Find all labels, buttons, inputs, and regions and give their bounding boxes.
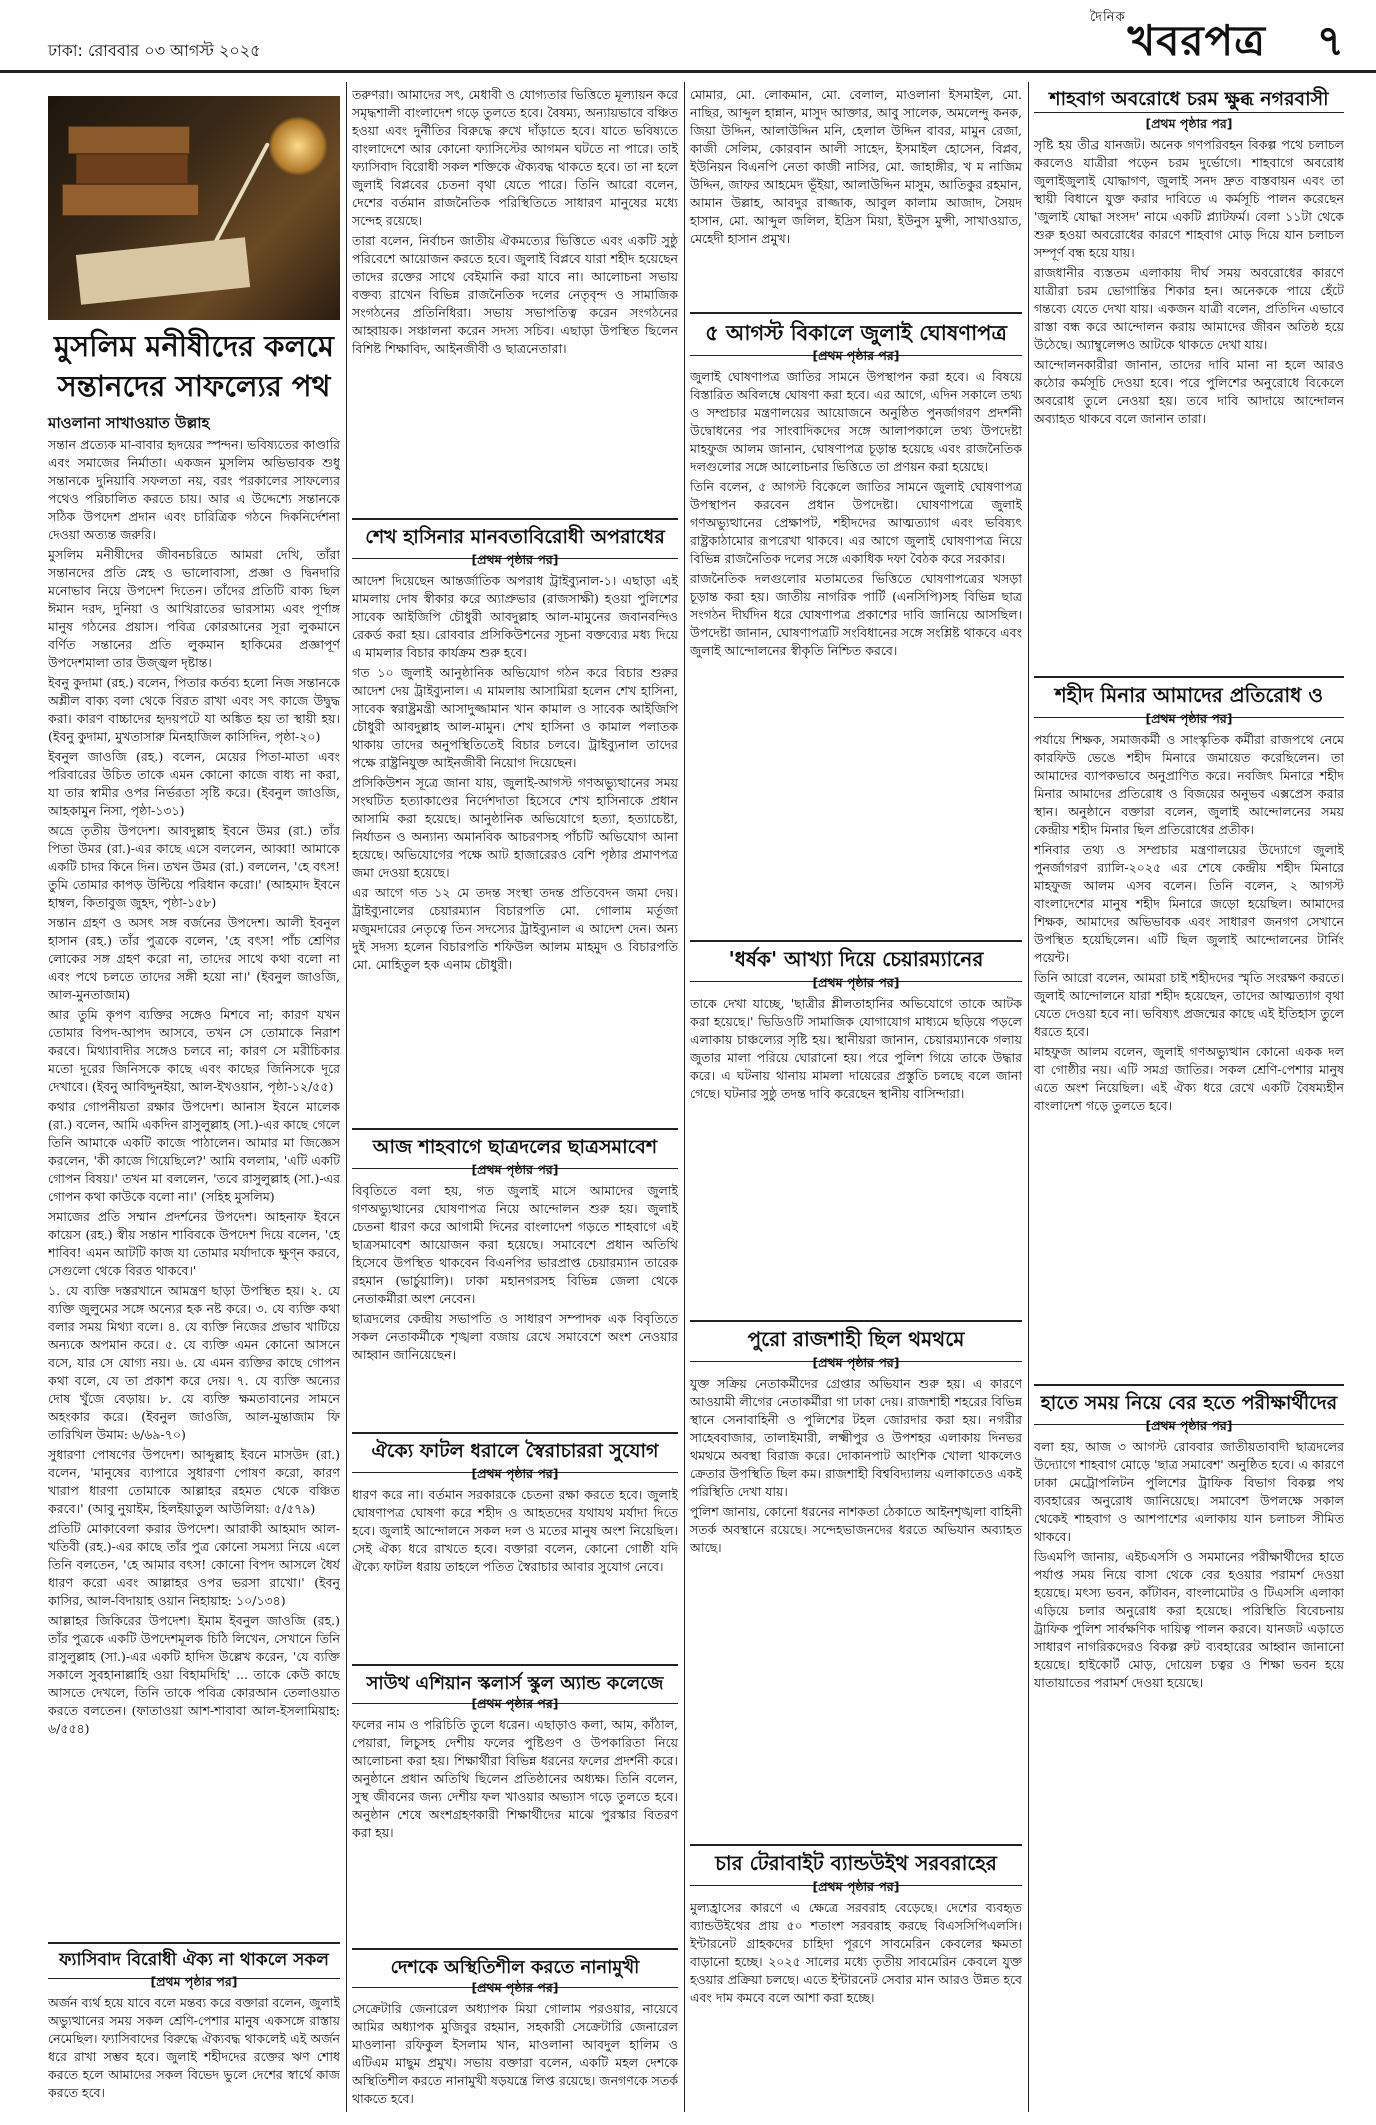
paragraph: অর্জন ব্যর্থ হয়ে যাবে বলে মন্তব্য করে বক্তারা বলেন, জুলাই অভ্যুত্থানের সময় সকল শ্রেণি-পেশার মানুষ একসঙ্গে রাস্তায় নেমেছিল। ফ্যাসিবাদের বিরুদ্ধে ঐক্যবদ্ধ থাকলেই এই অর্জন ধরে রাখা সম্ভব হবে। জুলাই শহীদদের রক্তের ঋণ শোধ করতে হলে আমাদের সকল বিভেদ ভুলে দেশের স্বার্থে কাজ করতে হবে। xyxy=(48,1995,340,2100)
continued-label: [প্রথম পৃষ্ঠার পর] xyxy=(812,1879,900,1894)
article-photo xyxy=(48,96,340,320)
article-body xyxy=(48,1994,340,2112)
paragraph: তারা বলেন, নির্বাচন জাতীয় ঐকমত্যের ভিত্তিতে এবং একটি সুষ্ঠু পরিবেশে আয়োজন করতে হবে। জুলাই বিপ্লবে যারা শহীদ হয়েছেন তাদের রক্তের সাথে বেইমানি করা যাবে না। আলোচনা সভায় বক্তব্য রাখেন বিভিন্ন রাজনৈতিক দলের নেতৃবৃন্দ ও সামাজিক সংগঠনের প্রতিনিধিরা। সভায় সভাপতিত্ব করেন সংগঠনের আহ্বায়ক। সঞ্চালনা করেন সদস্য সচিব। এছাড়া উপস্থিত ছিলেন বিশিষ্ট শিক্ষাবিদ, আইনজীবী ও ছাত্রনেতারা। xyxy=(352,233,678,356)
paragraph: সমাজের প্রতি সম্মান প্রদর্শনের উপদেশ। আহনাফ ইবনে কায়েস (রহ.) স্বীয় সন্তান শাবিবকে উপদেশ দিয়ে বলেন, 'হে শাবিব! এমন আটটি কাজ যা তোমার মর্যাদাকে ক্ষুণ্ন করবে, সেগুলো থেকে বিরত থাকবে।' xyxy=(48,1209,340,1278)
paragraph: আদেশ দিয়েছেন আন্তর্জাতিক অপরাধ ট্রাইব্যুনাল-১। এছাড়া এই মামলায় দোষ স্বীকার করে অ্যাপ্রুভার (রাজসাক্ষী) হওয়া পুলিশের সাবেক আইজিপি চৌধুরী আবদুল্লাহ আল-মামুনের জবানবন্দিও রেকর্ড করা হয়। রোববার প্রসিকিউশনের সূচনা বক্তব্যের মধ্য দিয়ে এ মামলার বিচার কার্যক্রম শুরু হবে। xyxy=(352,573,678,660)
article-body xyxy=(48,436,340,1936)
masthead xyxy=(0,0,1376,73)
paragraph: আর তুমি কৃপণ ব্যক্তির সঙ্গেও মিশবে না; কারণ যখন তোমার বিপদ-আপদ আসবে, তখন সে তোমাকে নিরাশ করবে। মিথ্যাবাদীর সঙ্গেও চলবে না; কারণ সে মরীচিকার মতো দূরের জিনিসকে কাছে এবং কাছের জিনিসকে দূরে দেখাবে। (ইবনু আবিদ্দুনইয়া, আল-ইখওয়ান, পৃষ্ঠা-১২/৫৫) xyxy=(48,1007,340,1094)
paragraph: ধারণ করে না। বর্তমান সরকারকে চেতনা রক্ষা করতে হবে। জুলাই ঘোষণাপত্র ঘোষণা করে শহীদ ও আহতদের যথাযথ মর্যাদা দিতে হবে। জুলাই আন্দোলনে সকল দল ও মতের মানুষ অংশ নিয়েছিল। সেই ঐক্য ধরে রাখতে হবে। বক্তারা বলেন, কোনো গোষ্ঠী যদি ঐক্যে ফাটল ধরায় তাহলে পতিত স্বৈরাচার আবার সুযোগ নেবে। xyxy=(352,1487,678,1574)
paragraph: তিনি আরো বলেন, আমরা চাই শহীদদের স্মৃতি সংরক্ষণ করতে। জুলাই আন্দোলনে যারা শহীদ হয়েছেন, তাদের আত্মত্যাগ বৃথা যেতে দেওয়া হবে না। ভবিষ্যৎ প্রজন্মের কাছে এই ইতিহাস তুলে ধরতে হবে। xyxy=(1034,970,1344,1039)
article-headline: ঐক্যে ফাটল ধরালে স্বৈরাচাররা সুযোগ xyxy=(352,1432,678,1473)
article-body xyxy=(1034,731,1344,1375)
paragraph: ডিএমপি জানায়, এইচএসসি ও সমমানের পরীক্ষার্থীদের হাতে পর্যাপ্ত সময় নিয়ে বাসা থেকে বের হওয়ার পরামর্শ দেওয়া হয়েছে। মৎস্য ভবন, কাঁটাবন, বাংলামোটর ও টিএসসি এলাকা এড়িয়ে চলার অনুরোধ করা হয়েছে। পরিস্থিতি বিবেচনায় ট্রাফিক পুলিশ সার্বক্ষণিক দায়িত্ব পালন করবে। যানজট এড়াতে সাধারণ নাগরিকদেরও বিকল্প রুট ব্যবহারের আহ্বান জানানো হয়েছে। হাইকোর্ট মোড়, দোয়েল চত্বর ও শিক্ষা ভবন হয়ে যাতায়াতের পরামর্শ দেওয়া হয়েছে। xyxy=(1034,1549,1344,1690)
paragraph: আল্লাহর জিকিরের উপদেশ। ইমাম ইবনুল জাওজি (রহ.) তাঁর পুত্রকে একটি উপদেশমূলক চিঠি লিখেন, সেখানে তিনি রাসুলুল্লাহ (সা.)-এর একটি হাদিস উল্লেখ করেন, 'যে ব্যক্তি সকালে সুবহানাল্লাহি ওয়া বিহামদিহি' ... তাকে কেউ কাছে আসতে দেখলে, তিনি তাকে পবিত্র কোরআন তেলাওয়াত করতে বলতেন। (ফাতাওয়া আশ-শাবাবা আল-ইসলামিয়াহ: ৬/৫৫৪) xyxy=(48,1613,340,1736)
article-body xyxy=(352,572,678,1120)
article-body xyxy=(690,995,1022,1311)
continued-label: [প্রথম পৃষ্ঠার পর] xyxy=(471,1162,559,1177)
paragraph: তরুণরা। আমাদের সৎ, মেধাবী ও যোগ্যতার ভিত্তিতে মূল্যায়ন করে সমৃদ্ধশালী বাংলাদেশ গড়ে তুলতে হবে। বৈষম্য, অন্যায়ভাবে বঞ্চিত হওয়া এবং দুর্নীতির বিরুদ্ধে রুখে দাঁড়াতে হবে। যাতে ভবিষ্যতে বাংলাদেশে আর কোনো ফ্যাসিস্টের আগমন ঘটতে না পারে। তাই ফ্যাসিবাদ বিরোধী সকল শক্তিকে ঐক্যবদ্ধ থাকতে হবে। তা না হলে জুলাই বিপ্লবের চেতনা বৃথা যেতে পারে। তিনি আরো বলেন, দেশের বর্তমান রাজনৈতিক পরিস্থিতিতে সাধারণ মানুষের মধ্যে সন্দেহ রয়েছে। xyxy=(352,87,678,228)
paragraph: আন্দোলনকারীরা জানান, তাদের দাবি মানা না হলে আরও কঠোর কর্মসূচি দেওয়া হবে। পরে পুলিশের অনুরোধে বিকেলে অবরোধ তুলে নেওয়া হয়। তবে দাবি আদায়ে আন্দোলন অব্যাহত থাকবে বলে জানান তারা। xyxy=(1034,357,1344,426)
paragraph: মোমার, মো. লোকমান, মো. বেলাল, মাওলানা ইসমাইল, মো. নাছির, আব্দুল হান্নান, মাসুদ আক্তার, আবু সালেক, অমলেন্দু কনক, জিয়া উদ্দিন, আলাউদ্দিন মনি, হেলাল উদ্দিন বাবর, মামুন রেজা, কাজী সেলিম, কোরবান আলী সাহেদ, ইসমাইল হোসেন, বিপ্লব, ইউনিয়ন বিএনপি নেতা কাজী নাসির, মো. জাহাঙ্গীর, খ ম নাজিম উদ্দিন, জাফর আহমেদ ভূঁইয়া, আলাউদ্দিন মাসুম, আতিকুর রহমান, আমান উল্লাহ, আবদুর রাজ্জাক, আবুল কালাম আজাদ, সৈয়দ হাসান, মো. আব্দুল জলিল, ইদ্রিস মিয়া, ইউনুস মুন্সী, সাখাওয়াত, মেহেদী হাসান প্রমুখ। xyxy=(690,87,1022,246)
paragraph: সৃষ্টি হয় তীব্র যানজট। অনেক গণপরিবহন বিকল্প পথে চলাচল করলেও যাত্রীরা পড়েন চরম দুর্ভোগে। শাহবাগে অবরোধ জুলাইজুলাই যোদ্ধাগণ, জুলাই সনদ দ্রুত বাস্তবায়ন এবং তা স্থায়ী বিধানে যুক্ত করার দাবিতে এ কর্মসূচি পালন করেছেন 'জুলাই যোদ্ধা সংসদ' নামে একটি প্ল্যাটফর্ম। বেলা ১১টা থেকে শুরু হওয়া অবরোধের কারণে শাহবাগ মোড় দিয়ে যান চলাচল সম্পূর্ণ বন্ধ হয়ে যায়। xyxy=(1034,137,1344,260)
article-body xyxy=(352,1716,678,1940)
article-body xyxy=(1034,136,1344,666)
article-headline: মুসলিম মনীষীদের কলমে সন্তানদের সাফল্যের পথ xyxy=(54,329,334,403)
continued-label: [প্রথম পৃষ্ঠার পর] xyxy=(471,1980,559,1995)
continued-label: [প্রথম পৃষ্ঠার পর] xyxy=(1145,711,1233,726)
continued-label: [প্রথম পৃষ্ঠার পর] xyxy=(150,1974,238,1989)
article-headline: পুরো রাজশাহী ছিল থমথমে xyxy=(690,1320,1022,1362)
continued-label: [প্রথম পৃষ্ঠার পর] xyxy=(812,348,900,363)
paragraph: সুধারণা পোষণের উপদেশ। আব্দুল্লাহ ইবনে মাসউদ (রা.) বলেন, 'মানুষের ব্যাপারে সুধারণা পোষণ করো, কারণ খারাপ ধারণা তোমাকে আল্লাহর রহমত থেকে বঞ্চিত করবে।' (আবু নুয়াইম, হিলইয়াতুল আউলিয়া: ৫/৫৭৯) xyxy=(48,1447,340,1516)
brand-name: খবরপত্র xyxy=(1127,16,1266,65)
paragraph: বলা হয়, আজ ৩ আগস্ট রোববার জাতীয়তাবাদী ছাত্রদলের উদ্যোগে শাহবাগ মোড়ে 'ছাত্র সমাবেশ' অনুষ্ঠিত হবে। এ কারণে ঢাকা মেট্রোপলিটন পুলিশের ট্রাফিক বিভাগ বিকল্প পথ ব্যবহারের অনুরোধ জানিয়েছে। সমাবেশ উপলক্ষে সকাল থেকেই শাহবাগ ও আশপাশের এলাকায় যান চলাচল সীমিত থাকবে। xyxy=(1034,1439,1344,1544)
paragraph: শনিবার তথ্য ও সম্প্রচার মন্ত্রণালয়ের উদ্যোগে জুলাই পুনর্জাগরণ র‍্যালি-২০২৫ এর শেষে কেন্দ্রীয় শহীদ মিনারে মাহফুজ আলম এসব বলেন। তিনি বলেন, ২ আগস্ট বাংলাদেশের মানুষ শহীদ মিনারে জড়ো হয়েছিল। আমাদের শিক্ষক, আমাদের অভিভাবক এবং সাধারণ জনগণ সেখানে উপস্থিত হয়েছিলেন। এটি ছিল জুলাই আন্দোলনের টার্নিং পয়েন্ট। xyxy=(1034,842,1344,965)
article-headline: চার টেরাবাইট ব্যান্ডউইথ সরবরাহের xyxy=(690,1844,1022,1886)
article-body xyxy=(690,368,1022,932)
continued-label: [প্রথম পৃষ্ঠার পর] xyxy=(471,552,559,567)
article-headline: আজ শাহবাগে ছাত্রদলের ছাত্রসমাবেশ xyxy=(352,1128,678,1169)
paragraph: কথার গোপনীয়তা রক্ষার উপদেশ। আনাস ইবনে মালেক (রা.) বলেন, আমি একদিন রাসুলুল্লাহ (সা.)-এর কাছে গেলে তিনি আমাকে একটি কাজে পাঠালেন। আমার মা জিজ্ঞেস করলেন, 'কী কাজে গিয়েছিলে?' আমি বললাম, 'এটি একটি গোপন বিষয়।' তখন মা বললেন, 'তবে রাসুলুল্লাহ (সা.)-এর গোপন কথা কাউকে বলো না।' (সহিহ মুসলিম) xyxy=(48,1099,340,1204)
article-body xyxy=(352,1182,678,1424)
paragraph: রাজধানীর ব্যস্ততম এলাকায় দীর্ঘ সময় অবরোধের কারণে যাত্রীরা চরম ভোগান্তির শিকার হন। অনেককে পায়ে হেঁটে গন্তব্যে যেতে দেখা যায়। একজন যাত্রী বলেন, প্রতিদিন এভাবে রাস্তা বন্ধ করে আন্দোলন করায় আমাদের জীবন অতিষ্ঠ হয়ে উঠেছে। অ্যাম্বুলেন্সও আটকে থাকতে দেখা যায়। xyxy=(1034,265,1344,352)
paragraph: সেক্রেটারি জেনারেল অধ্যাপক মিয়া গোলাম পরওয়ার, নায়েবে আমির অধ্যাপক মুজিবুর রহমান, সহকারী সেক্রেটারি জেনারেল মাওলানা রফিকুল ইসলাম খান, মাওলানা আবদুল হালিম ও এটিএম মাছুম প্রমুখ। সভায় বক্তারা বলেন, একটি মহল দেশকে অস্থিতিশীল করতে নানামুখী ষড়যন্ত্রে লিপ্ত রয়েছে। জনগণকে সতর্ক থাকতে হবে। xyxy=(352,2001,678,2106)
article-headline: ৫ আগস্ট বিকালে জুলাই ঘোষণাপত্র xyxy=(690,312,1022,356)
article-headline: ফ্যাসিবাদ বিরোধী ঐক্য না থাকলে সকল xyxy=(48,1942,340,1979)
paragraph: ছাত্রদলের কেন্দ্রীয় সভাপতি ও সাধারণ সম্পাদক এক বিবৃতিতে সকল নেতাকর্মীকে শৃঙ্খলা বজায় রেখে সমাবেশে অংশ নেওয়ার আহ্বান জানিয়েছেন। xyxy=(352,1311,678,1362)
column-divider xyxy=(346,82,347,2112)
paragraph: পুলিশ জানায়, কোনো ধরনের নাশকতা ঠেকাতে আইনশৃঙ্খলা বাহিনী সতর্ক অবস্থানে রয়েছে। সন্দেহভাজনদের ধরতে অভিযান অব্যাহত আছে। xyxy=(690,1504,1022,1555)
column-divider xyxy=(684,82,685,2112)
continued-label: [প্রথম পৃষ্ঠার পর] xyxy=(471,1696,559,1711)
column-divider xyxy=(1028,82,1029,2112)
article-body xyxy=(352,2000,678,2112)
paragraph: তাকে দেখা যাচ্ছে, 'ছাত্রীর শ্লীলতাহানির অভিযোগে তাকে আটক করা হয়েছে।' ভিডিওটি সামাজিক যোগাযোগ মাধ্যমে ছড়িয়ে পড়লে এলাকায় চাঞ্চল্যের সৃষ্টি হয়। স্থানীয়রা জানান, চেয়ারম্যানকে গলায় জুতার মালা পরিয়ে ঘোরানো হয়। পরে পুলিশ গিয়ে তাকে উদ্ধার করে। এ ঘটনায় থানায় মামলা দায়েরের প্রস্তুতি চলছে বলে জানা গেছে। ঘটনার সুষ্ঠু তদন্ত দাবি করেছেন স্থানীয় বাসিন্দারা। xyxy=(690,996,1022,1101)
article-headline: দেশকে অস্থিতিশীল করতে নানামুখী xyxy=(352,1948,678,1988)
article-body xyxy=(690,86,1022,304)
paragraph: সন্তান গ্রহণ ও অসৎ সঙ্গ বর্জনের উপদেশ। আলী ইবনুল হাসান (রহ.) তাঁর পুত্রকে বলেন, 'হে বৎস! পাঁচ শ্রেণির লোকের সঙ্গ গ্রহণ করো না, তাদের সাথে কথা বলো না এবং পথে চলতে তাদের সঙ্গী হয়ো না।' (ইবনুল জাওজি, আল-মুনতাজাম) xyxy=(48,915,340,1002)
paragraph: এর আগে গত ১২ মে তদন্ত সংস্থা তদন্ত প্রতিবেদন জমা দেয়। ট্রাইব্যুনালের চেয়ারম্যান বিচারপতি মো. গোলাম মর্তূজা মজুমদারের নেতৃত্বে তিন সদস্যের ট্রাইব্যুনাল এ আদেশ দেন। অন্য দুই সদস্য হলেন বিচারপতি শফিউল আলম মাহমুদ ও বিচারপতি মো. মোহিতুল হক এনাম চৌধুরী। xyxy=(352,885,678,972)
article-headline: সাউথ এশিয়ান স্কলার্স স্কুল অ্যান্ড কলেজে xyxy=(352,1664,678,1704)
paragraph: প্রসিকিউশন সূত্রে জানা যায়, জুলাই-আগস্ট গণঅভ্যুত্থানের সময় সংঘটিত হত্যাকাণ্ডের নির্দেশদাতা হিসেবে শেখ হাসিনাকে প্রধান আসামি করা হয়েছে। আনুষ্ঠানিক অভিযোগে হত্যা, হত্যাচেষ্টা, নির্যাতন ও অন্যান্য অমানবিক আচরণসহ পাঁচটি অভিযোগ আনা হয়েছে। অভিযোগের পক্ষে আট হাজারেরও বেশি পৃষ্ঠার প্রমাণপত্র জমা দেওয়া হয়েছে। xyxy=(352,775,678,880)
continued-label: [প্রথম পৃষ্ঠার পর] xyxy=(471,1466,559,1481)
article-headline: শহীদ মিনার আমাদের প্রতিরোধ ও xyxy=(1034,676,1344,718)
article-body xyxy=(352,86,678,510)
paragraph: অভ্রে তৃতীয় উপদেশ। আবদুল্লাহ ইবনে উমর (রা.) তাঁর পিতা উমর (রা.)-এর কাছে এসে বললেন, আব্বা! আমাকে একটি চাদর কিনে দিন। তখন উমর (রা.) বললেন, 'হে বৎস! তুমি তোমার কাপড় উল্টিয়ে পরিধান করো।' (আহমাদ ইবনে হাম্বল, কিতাবুজ জুহদ, পৃষ্ঠা-১৫৮) xyxy=(48,823,340,910)
paragraph: ১. যে ব্যক্তি দস্তরখানে আমন্ত্রণ ছাড়া উপস্থিত হয়। ২. যে ব্যক্তি জুলুমের সঙ্গে অন্যের হক নষ্ট করে। ৩. যে ব্যক্তি কথা বলার সময় মিথ্যা বলে। ৪. যে ব্যক্তি নিজের প্রভাব খাটিয়ে অন্যকে অপমান করে। ৫. যে ব্যক্তি এমন কোনো আসনে বসে, যার সে যোগ্য নয়। ৬. যে এমন ব্যক্তির কাছে গোপন কথা বলে, যে তা প্রকাশ করে দেয়। ৭. যে ব্যক্তি অন্যের দোষ খুঁজে বেড়ায়। ৮. যে ব্যক্তি ক্ষমতাবানের সামনে অহংকার করে। (ইবনুল জাওজি, আল-মুন্তাজাম ফি তারিখিল উমাম: ৬/৬৯-৭০) xyxy=(48,1283,340,1442)
paragraph: তিনি বলেন, ৫ আগস্ট বিকেলে জাতির সামনে জুলাই ঘোষণাপত্র উপস্থাপন করবেন প্রধান উপদেষ্টা। ঘোষণাপত্রে জুলাই গণঅভ্যুত্থানের প্রেক্ষাপট, শহীদদের আত্মত্যাগ এবং ভবিষ্যৎ রাষ্ট্রকাঠামোর রূপরেখা থাকবে। এর আগে জুলাই ঘোষণাপত্র নিয়ে বিভিন্ন রাজনৈতিক দলের সঙ্গে একাধিক দফা বৈঠক করে সরকার। xyxy=(690,479,1022,566)
paragraph: যুক্ত সক্রিয় নেতাকর্মীদের গ্রেপ্তার অভিযান শুরু হয়। এ কারণে আওয়ামী লীগের নেতাকর্মীরা গা ঢাকা দেয়। রাজশাহী শহরের বিভিন্ন স্থানে সেনাবাহিনী ও পুলিশের টহল জোরদার করা হয়। নগরীর সাহেববাজার, তালাইমারী, লক্ষ্মীপুর ও উপশহর এলাকায় দিনভর থমথমে অবস্থা বিরাজ করে। দোকানপাট আংশিক খোলা থাকলেও ক্রেতার উপস্থিতি ছিল কম। রাজশাহী বিশ্ববিদ্যালয় এলাকাতেও একই পরিস্থিতি দেখা যায়। xyxy=(690,1376,1022,1499)
article-headline: শেখ হাসিনার মানবতাবিরোধী অপরাধের xyxy=(352,518,678,559)
article-body xyxy=(352,1486,678,1658)
article-headline: হাতে সময় নিয়ে বের হতে পরীক্ষার্থীদের xyxy=(1034,1384,1344,1425)
paragraph: সন্তান প্রত্যেক মা-বাবার হৃদয়ের স্পন্দন। ভবিষ্যতের কাণ্ডারি এবং সমাজের নির্মাতা। একজন মুসলিম অভিভাবক শুধু সন্তানকে দুনিয়াবি সফলতা নয়, বরং পরকালের সাফল্যের পথেও পরিচালিত করতে চায়। আর এ উদ্দেশ্যে সন্তানকে সঠিক উপদেশ প্রদান এবং চারিত্রিক গঠনে দিকনির্দেশনা দেওয়া অত্যন্ত জরুরি। xyxy=(48,437,340,542)
article-body xyxy=(1034,1438,1344,2112)
paragraph: জুলাই ঘোষণাপত্র জাতির সামনে উপস্থাপন করা হবে। এ বিষয়ে বিস্তারিত অবিলম্বে ঘোষণা করা হবে। এর আগে, এদিন সকালে তথ্য ও সম্প্রচার মন্ত্রণালয়ের আয়োজনে অনুষ্ঠিত পুনর্জাগরণ প্রদর্শনী উদ্বোধনের পর সাংবাদিকদের সঙ্গে আলাপকালে তথ্য উপদেষ্টা মাহফুজ আলম জানান, ঘোষণাপত্র চূড়ান্ত হয়েছে এবং রাজনৈতিক দলগুলোর সঙ্গে আলোচনার ভিত্তিতে তা প্রণয়ন করা হয়েছে। xyxy=(690,369,1022,474)
continued-label: [প্রথম পৃষ্ঠার পর] xyxy=(812,1355,900,1370)
article-body xyxy=(690,1375,1022,1835)
article-headline: শাহবাগ অবরোধে চরম ক্ষুব্ধ নগরবাসী xyxy=(1034,86,1344,113)
paragraph: ইবনুল জাওজি (রহ.) বলেন, মেয়ের পিতা-মাতা এবং পরিবারের উচিত তাকে এমন কোনো কাজে বাধ্য না করা, যা তার স্বামীর ওপর নির্ভরতা সৃষ্টি করে। (ইবনুল জাওজি, আহকামুন নিসা, পৃষ্ঠা-১৩১) xyxy=(48,749,340,818)
article-body xyxy=(690,1899,1022,2112)
continued-label: [প্রথম পৃষ্ঠার পর] xyxy=(812,975,900,990)
issue-date: ঢাকা: রোববার ০৩ আগস্ট ২০২৫ xyxy=(48,41,261,60)
paragraph: প্রতিটি মোকাবেলা করার উপদেশ। আরাকী আহমাদ আল-খতিবী (রহ.)-এর কাছে তাঁর পুত্র কোনো সমস্যা নিয়ে এলে তিনি বলতেন, 'হে আমার বৎস! কোনো বিপদ আসলে ধৈর্য ধারণ করো এবং আল্লাহর ওপর ভরসা রাখো।' (ইবনু কাসির, আল-বিদায়াহ ওয়ান নিহায়াহ: ১০/১৩৪) xyxy=(48,1521,340,1608)
paragraph: ইবনু কুদামা (রহ.) বলেন, পিতার কর্তব্য হলো নিজ সন্তানকে অশ্লীল বাক্য বলা থেকে বিরত রাখা এবং সৎ কাজে উদ্বুদ্ধ করা। কারণ বাচ্চাদের হৃদয়পটে যা অঙ্কিত হয় তা স্থায়ী হয়। (ইবনু কুদামা, মুখতাসারু মিনহাজিল কাসিদিন, পৃষ্ঠা-২০) xyxy=(48,675,340,744)
continued-label: [প্রথম পৃষ্ঠার পর] xyxy=(1145,116,1233,131)
paragraph: মুসলিম মনীষীদের জীবনচরিতে আমরা দেখি, তাঁরা সন্তানদের প্রতি স্নেহ ও ভালোবাসা, প্রজ্ঞা ও দ্বিনদারি মনোভাব নিয়ে উপদেশ দিতেন। তাঁদের প্রতিটি বাক্য ছিল ঈমান দরদ, দুনিয়া ও আখিরাতের ভারসাম্য এবং পূর্ণাঙ্গ মানুষ গঠনের প্রয়াস। পবিত্র কোরআনের সূরা লুকমানে বর্ণিত সন্তানের প্রতি লুকমান হাকিমের প্রজ্ঞাপূর্ণ উপদেশমালা তার উজ্জ্বল দৃষ্টান্ত। xyxy=(48,547,340,670)
article-byline: মাওলানা সাখাওয়াত উল্লাহ xyxy=(48,414,210,432)
brand-prefix: দৈনিক xyxy=(1089,10,1126,25)
paragraph: পর্যায়ে শিক্ষক, সমাজকর্মী ও সাংস্কৃতিক কর্মীরা রাজপথে নেমে কারফিউ ভেঙে শহীদ মিনারে জমায়েত করেছিলেন। তা আমাদের ব্যাপকভাবে অনুপ্রাণিত করে। নবজিৎ মিনারে শহীদ মিনার আমাদের প্রতিরোধ ও বিজয়ের অনুভব এক্সপ্রেস করার স্থান। অনুষ্ঠানে বক্তারা বলেন, জুলাই আন্দোলনের সময় কেন্দ্রীয় শহীদ মিনার ছিল প্রতিরোধের প্রতীক। xyxy=(1034,732,1344,837)
paragraph: মুল্যহ্রাসের কারণে এ ক্ষেত্রে সরবরাহ বেড়েছে। দেশের ব্যবহৃত ব্যান্ডউইথের প্রায় ৫০ শতাংশ সরবরাহ করছে বিএসসিপিএলসি। ইন্টারনেট গ্রাহকদের চাহিদা পূরণে সাবমেরিন কেবলের ক্ষমতা বাড়ানো হচ্ছে। ২০২৫ সালের মধ্যে তৃতীয় সাবমেরিন কেবলে যুক্ত হওয়ার প্রক্রিয়া চলছে। এতে ইন্টারনেট সেবার মান আরও উন্নত হবে এবং দাম কমবে বলে আশা করা হচ্ছে। xyxy=(690,1900,1022,2005)
newspaper-brand xyxy=(1090,8,1266,79)
page-number: ৭ xyxy=(1316,16,1344,65)
continued-label: [প্রথম পৃষ্ঠার পর] xyxy=(1145,1418,1233,1433)
paragraph: গত ১০ জুলাই আনুষ্ঠানিক অভিযোগ গঠন করে বিচার শুরুর আদেশ দেয় ট্রাইব্যুনাল। এ মামলায় আসামিরা হলেন শেখ হাসিনা, সাবেক স্বরাষ্ট্রমন্ত্রী আসাদুজ্জামান খান কামাল ও সাবেক আইজিপি চৌধুরী আবদুল্লাহ আল-মামুন। শেখ হাসিনা ও কামাল পলাতক থাকায় তাদের অনুপস্থিতিতেই বিচার চলবে। ট্রাইব্যুনাল তাদের পক্ষে রাষ্ট্রনিযুক্ত আইনজীবী নিয়োগ দিয়েছেন। xyxy=(352,665,678,770)
paragraph: ফলের নাম ও পরিচিতি তুলে ধরেন। এছাড়াও কলা, আম, কাঁঠাল, পেয়ারা, লিচুসহ দেশীয় ফলের পুষ্টিগুণ ও উপকারিতা নিয়ে আলোচনা করা হয়। শিক্ষার্থীরা বিভিন্ন ধরনের ফলের প্রদর্শনী করে। অনুষ্ঠানে প্রধান অতিথি ছিলেন প্রতিষ্ঠানের অধ্যক্ষ। তিনি বলেন, সুস্থ জীবনের জন্য দেশীয় ফল খাওয়ার অভ্যাস গড়ে তুলতে হবে। অনুষ্ঠান শেষে অংশগ্রহণকারী শিক্ষার্থীদের মাঝে পুরস্কার বিতরণ করা হয়। xyxy=(352,1717,678,1840)
paragraph: মাহফুজ আলম বলেন, জুলাই গণঅভ্যুত্থান কোনো একক দল বা গোষ্ঠীর নয়। এটি সমগ্র জাতির। সকল শ্রেণি-পেশার মানুষ এতে অংশ নিয়েছিল। এই ঐক্য ধরে রেখে একটি বৈষম্যহীন বাংলাদেশ গড়ে তুলতে হবে। xyxy=(1034,1044,1344,1113)
paragraph: বিবৃতিতে বলা হয়, গত জুলাই মাসে আমাদের জুলাই গণঅভ্যুত্থানের ঘোষণাপত্র নিয়ে আন্দোলন শুরু হয়। জুলাই চেতনা ধারণ করে আগামী দিনের বাংলাদেশ গড়তে শাহবাগে এই ছাত্রসমাবেশ আয়োজন করা হয়েছে। সমাবেশে প্রধান অতিথি হিসেবে উপস্থিত থাকবেন বিএনপির ভারপ্রাপ্ত চেয়ারম্যান তারেক রহমান (ভার্চুয়ালি)। ঢাকা মহানগরসহ বিভিন্ন জেলা থেকে নেতাকর্মীরা অংশ নেবেন। xyxy=(352,1183,678,1306)
article-headline: 'ধর্ষক' আখ্যা দিয়ে চেয়ারম্যানের xyxy=(690,940,1022,982)
paragraph: রাজনৈতিক দলগুলোর মতামতের ভিত্তিতে ঘোষণাপত্রের খসড়া চূড়ান্ত করা হয়। জাতীয় নাগরিক পার্টি (এনসিপি)সহ বিভিন্ন ছাত্র সংগঠন দীর্ঘদিন ধরে ঘোষণাপত্র প্রকাশের দাবি জানিয়ে আসছিল। উপদেষ্টা জানান, ঘোষণাপত্রটি সংবিধানের সঙ্গে সংশ্লিষ্ট থাকবে এবং জুলাই আন্দোলনের স্বীকৃতি নিশ্চিত করবে। xyxy=(690,571,1022,658)
